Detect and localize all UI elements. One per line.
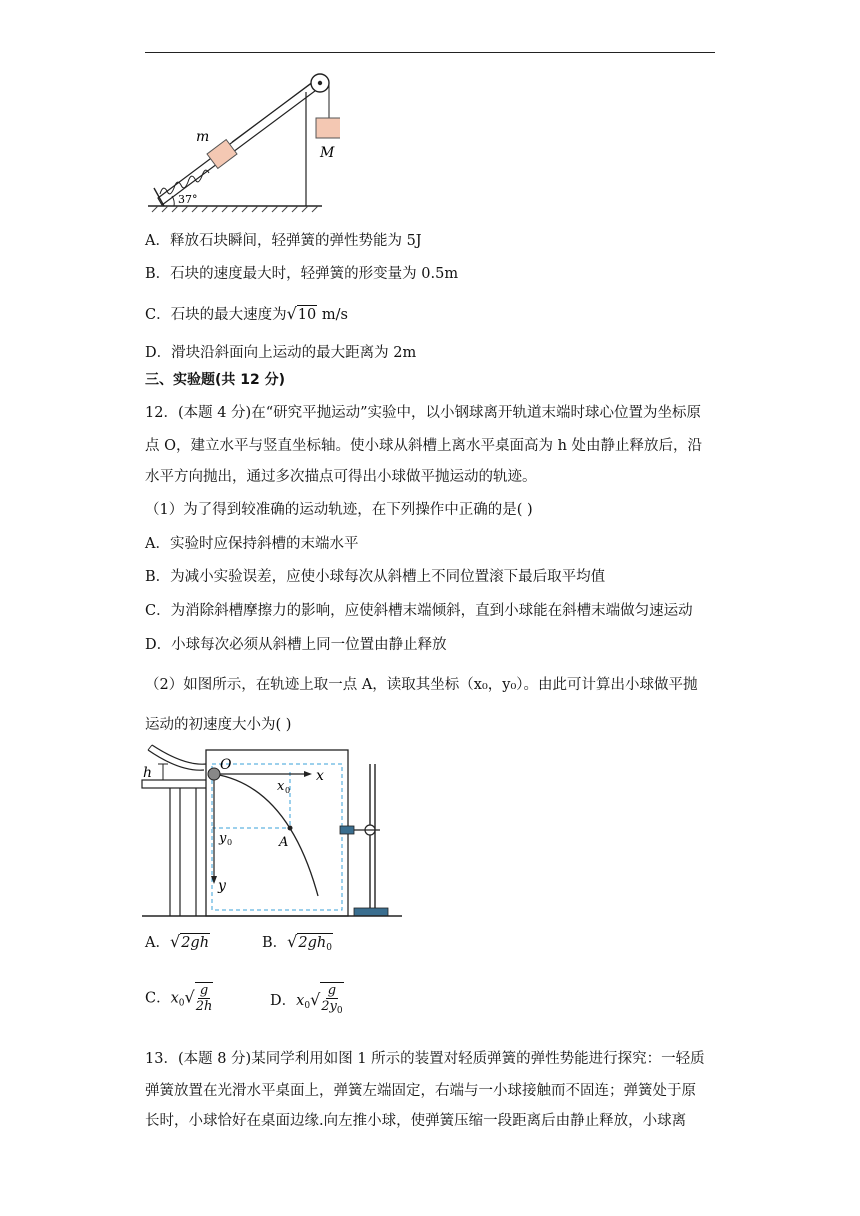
q12-sub2-option-d-label: D． (270, 993, 297, 1009)
q12-sub2-option-d-den-sub: 0 (336, 1006, 343, 1016)
q12-sub2-option-b-expr (297, 933, 333, 957)
sqrt-sign: √ (310, 990, 321, 1009)
q12-sub2-option-c-coef-sub: 0 (178, 998, 185, 1009)
sqrt-sign: √ (169, 932, 181, 951)
x-axis-label: x (316, 768, 324, 784)
q12-sub2-option-d-den-main: 2y (321, 999, 337, 1014)
q12-sub2-option-b (262, 933, 333, 957)
x0-subscript: 0 (285, 786, 291, 795)
sqrt-sign: √ (286, 304, 297, 323)
q12-sub2-option-b-expr-sub: 0 (326, 943, 332, 953)
q12-sub2-option-c (145, 982, 213, 1014)
q12-sub1-option-b: B．为减小实验误差，应使小球每次从斜槽上不同位置滚下最后取平均值 (145, 569, 606, 585)
q12-sub2-option-d-num: g (327, 983, 337, 998)
q13-stem-line1: 13．(本题 8 分)某同学利用如图 1 所示的装置对轻质弹簧的弹性势能进行探究：一轻质 (145, 1051, 705, 1067)
incline-pulley-figure (140, 66, 340, 216)
q12-sub2-line2: 运动的初速度大小为( ) (145, 717, 292, 733)
origin-O-label: O (220, 757, 232, 773)
x0-label: x (277, 779, 285, 794)
q11-option-b: B．石块的速度最大时，轻弹簧的形变量为 0.5m (145, 266, 459, 282)
y0-subscript: 0 (227, 838, 233, 847)
q12-sub2-option-a-expr: 2gh (181, 935, 210, 951)
y-axis-label: y (218, 878, 226, 894)
height-h-label: h (143, 765, 153, 781)
q12-sub1-option-a: A．实验时应保持斜槽的末端水平 (145, 536, 359, 552)
sqrt-sign: √ (184, 987, 195, 1007)
q11-option-c-unit: m/s (317, 307, 348, 323)
q11-option-c-radicand: 10 (297, 307, 317, 323)
q12-sub2-option-a-label: A． (145, 935, 170, 951)
y0-label: y (219, 831, 227, 846)
q12-stem-line3: 水平方向抛出，通过多次描点可得出小球做平抛运动的轨迹。 (145, 469, 537, 485)
q12-sub2-option-c-num: g (199, 983, 209, 998)
mass-m-label: m (196, 129, 210, 145)
header-rule (145, 52, 715, 53)
point-A-label: A (279, 835, 289, 850)
q11-option-c (145, 305, 348, 324)
q12-sub2-option-a (145, 933, 210, 952)
projectile-experiment-figure (140, 742, 405, 920)
q11-option-c-prefix: C．石块的最大速度为 (145, 307, 287, 323)
q11-option-a: A．释放石块瞬间，轻弹簧的弹性势能为 5J (145, 233, 422, 249)
q12-sub2-option-c-coef: x (170, 990, 179, 1007)
q13-stem-line3: 长时，小球恰好在桌面边缘.向左推小球，使弹簧压缩一段距离后由静止释放，小球离 (145, 1113, 687, 1129)
q12-sub2-option-b-expr-main: 2gh (298, 935, 327, 951)
q12-stem-line2: 点 O，建立水平与竖直坐标轴。使小球从斜槽上离水平桌面高为 h 处由静止释放后，沿 (145, 438, 703, 454)
q12-sub2-option-d-coef: x (296, 993, 305, 1009)
q12-stem-line1: 12．(本题 4 分)在“研究平抛运动”实验中，以小钢球离开轨道末端时球心位置为坐标原 (145, 405, 702, 421)
q12-sub1-option-d: D．小球每次必须从斜槽上同一位置由静止释放 (145, 637, 447, 653)
q11-option-d: D．滑块沿斜面向上运动的最大距离为 2m (145, 345, 417, 361)
mass-M-label: M (320, 145, 335, 161)
q12-sub2-option-d-den (321, 999, 342, 1019)
q12-sub2-line1: （2）如图所示，在轨迹上取一点 A，读取其坐标（x₀，y₀）。由此可计算出小球做平抛 (145, 677, 698, 693)
q12-sub1: （1）为了得到较准确的运动轨迹，在下列操作中正确的是( ) (145, 502, 533, 518)
q13-stem-line2: 弹簧放置在光滑水平桌面上，弹簧左端固定，右端与一小球接触而不固连；弹簧处于原 (145, 1083, 696, 1099)
section-title: 三、实验题(共 12 分) (145, 372, 286, 388)
q12-sub2-option-d-coef-sub: 0 (304, 1001, 311, 1011)
q12-sub2-option-c-label: C． (145, 990, 171, 1007)
sqrt-sign: √ (287, 932, 298, 951)
q12-sub2-option-d (270, 982, 344, 1019)
q12-sub1-option-c: C．为消除斜槽摩擦力的影响，应使斜槽末端倾斜，直到小球能在斜槽末端做匀速运动 (145, 603, 693, 619)
q12-sub2-option-c-den: 2h (195, 999, 213, 1014)
q12-sub2-option-b-label: B． (262, 935, 288, 951)
angle-label: 37° (178, 193, 198, 206)
